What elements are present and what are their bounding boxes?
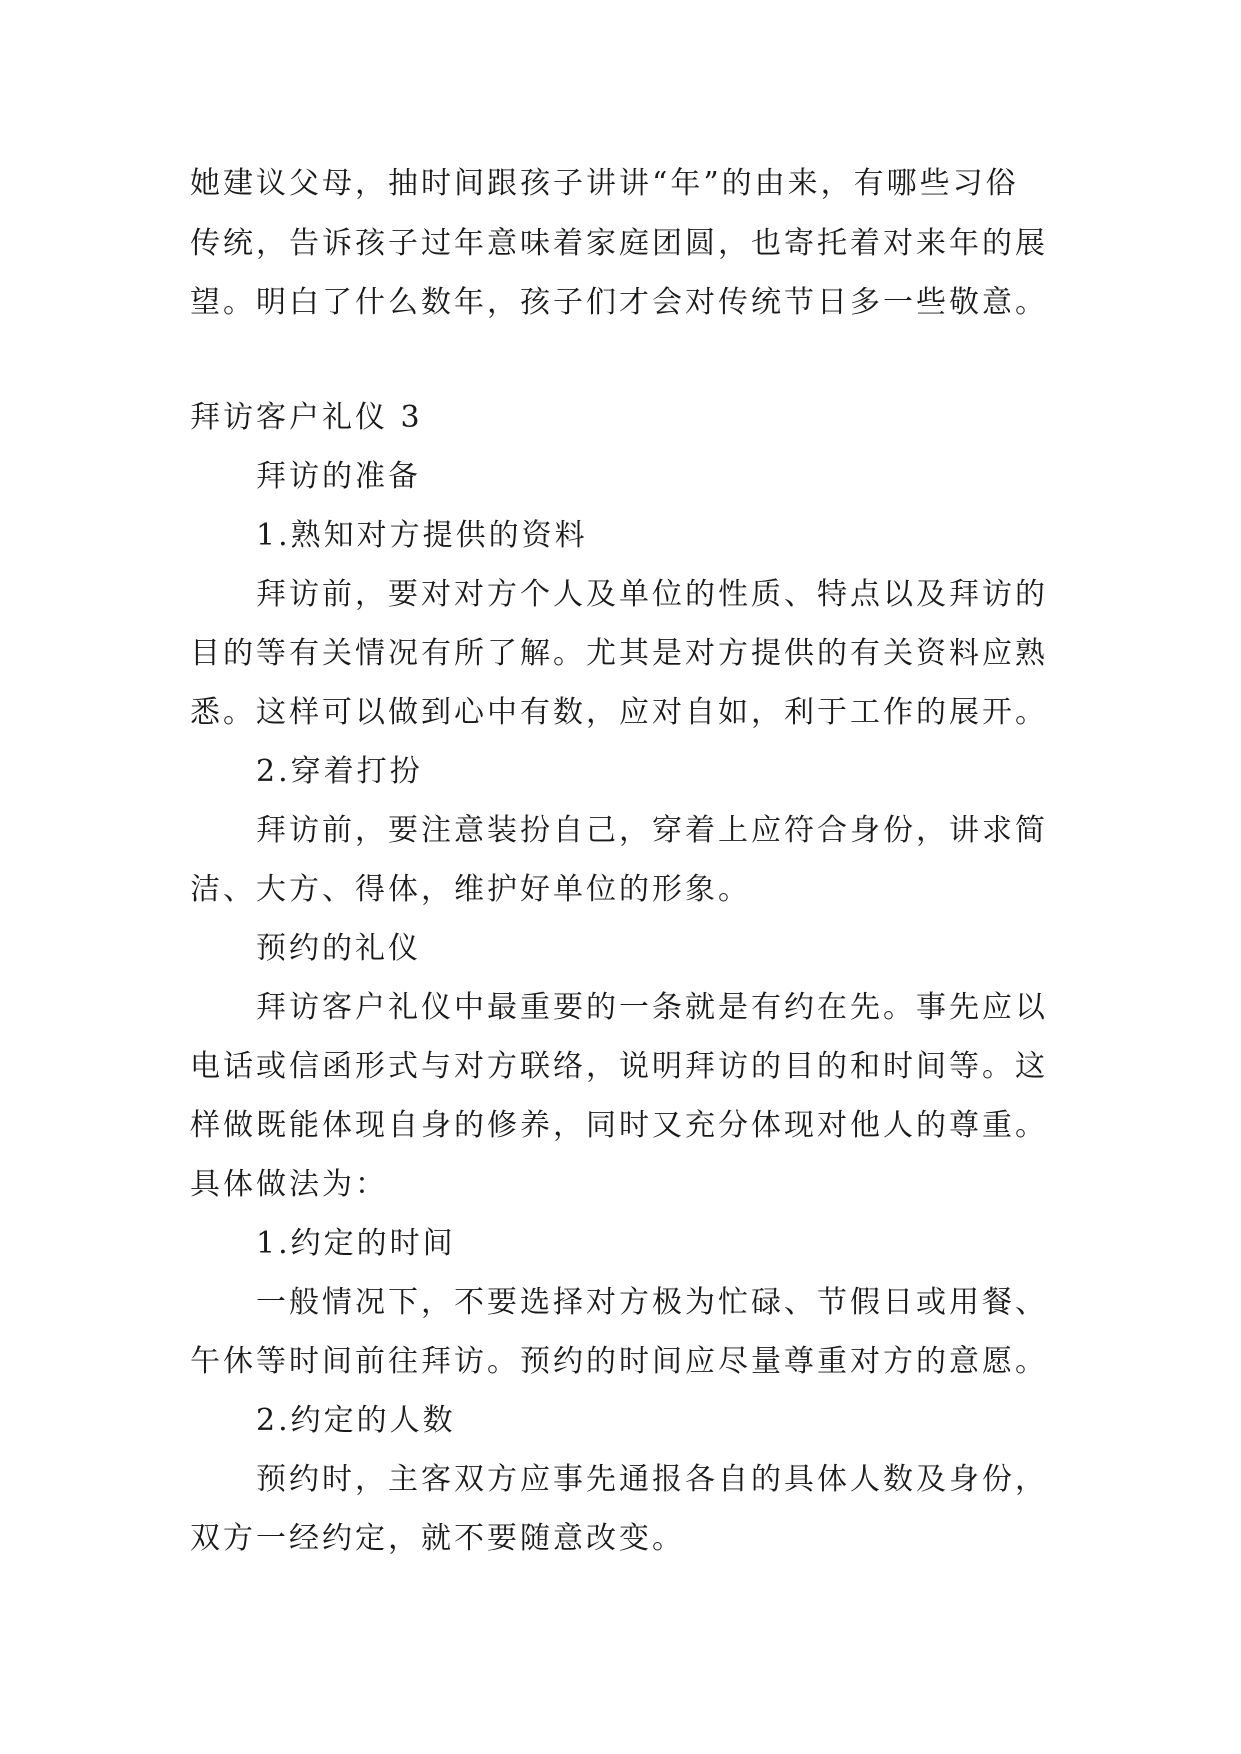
- paragraph-line: 拜访前，要注意装扮自己，穿着上应符合身份，讲求简: [256, 813, 1048, 848]
- paragraph-line: 她建议父母，抽时间跟孩子讲讲“年”的由来，有哪些习俗: [190, 166, 1019, 201]
- paragraph-line: 传统，告诉孩子过年意味着家庭团圆，也寄托着对来年的展: [190, 226, 1048, 261]
- item-title: 1.熟知对方提供的资料: [256, 518, 588, 553]
- subheading-preparation: 拜访的准备: [256, 459, 421, 494]
- paragraph-line: 双方一经约定，就不要随意改变。: [190, 1521, 685, 1556]
- item-title: 1.约定的时间: [256, 1226, 456, 1261]
- paragraph-line: 洁、大方、得体，维护好单位的形象。: [190, 872, 751, 907]
- paragraph-line: 一般情况下，不要选择对方极为忙碌、节假日或用餐、: [256, 1285, 1048, 1320]
- paragraph-line: 拜访客户礼仪中最重要的一条就是有约在先。事先应以: [256, 990, 1048, 1025]
- paragraph-line: 具体做法为：: [190, 1167, 388, 1202]
- paragraph-line: 预约时，主客双方应事先通报各自的具体人数及身份，: [256, 1462, 1048, 1497]
- paragraph-line: 目的等有关情况有所了解。尤其是对方提供的有关资料应熟: [190, 636, 1048, 671]
- paragraph-line: 午休等时间前往拜访。预约的时间应尽量尊重对方的意愿。: [190, 1344, 1048, 1379]
- paragraph-line: 电话或信函形式与对方联络，说明拜访的目的和时间等。这: [190, 1049, 1048, 1084]
- paragraph-line: 拜访前，要对对方个人及单位的性质、特点以及拜访的: [256, 577, 1048, 612]
- section-title: 拜访客户礼仪 3: [190, 400, 423, 435]
- paragraph-line: 悉。这样可以做到心中有数，应对自如，利于工作的展开。: [190, 695, 1048, 730]
- paragraph-line: 望。明白了什么数年，孩子们才会对传统节日多一些敬意。: [190, 285, 1048, 320]
- subheading-appointment: 预约的礼仪: [256, 931, 421, 966]
- paragraph-line: 样做既能体现自身的修养，同时又充分体现对他人的尊重。: [190, 1108, 1048, 1143]
- item-title: 2.穿着打扮: [256, 754, 423, 789]
- item-title: 2.约定的人数: [256, 1403, 456, 1438]
